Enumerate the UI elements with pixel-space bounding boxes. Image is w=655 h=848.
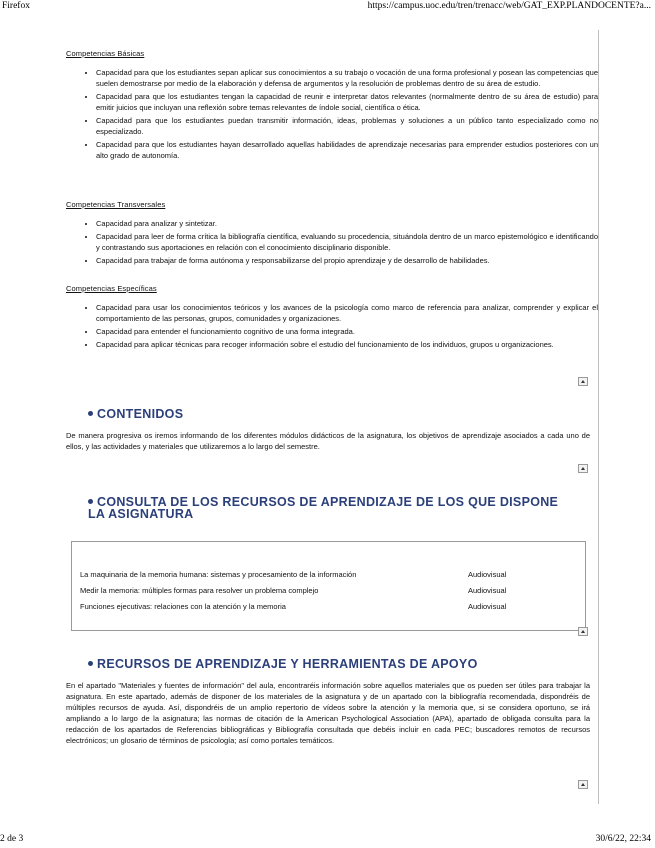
list-competencias-basicas xyxy=(86,67,598,163)
print-datetime: 30/6/22, 22:34 xyxy=(595,834,651,844)
section-bullet-icon xyxy=(88,499,93,504)
list-item: • Capacidad para que los estudiantes hayan desarrollado aquellas habilidades de aprendizaje necesarias para emprender estudios posteriores con un alto grado de autonomía. xyxy=(96,139,598,161)
resource-row[interactable] xyxy=(80,602,580,614)
back-to-top-icon[interactable] xyxy=(578,377,588,386)
back-to-top-icon[interactable] xyxy=(578,780,588,789)
heading-competencias-transversales: Competencias Transversales xyxy=(66,200,166,209)
heading-competencias-basicas: Competencias Básicas xyxy=(66,49,145,58)
resource-title[interactable]: Medir la memoria: múltiples formas para resolver un problema complejo xyxy=(80,586,319,595)
browser-name: Firefox xyxy=(2,1,30,11)
resource-type: Audiovisual xyxy=(468,586,507,595)
print-footer xyxy=(0,834,655,848)
list-competencias-transversales xyxy=(86,218,598,268)
section-title-text: CONTENIDOS xyxy=(97,407,184,421)
back-to-top-icon[interactable] xyxy=(578,627,588,636)
list-item: • Capacidad para entender el funcionamiento cognitivo de una forma integrada. xyxy=(96,326,598,337)
page-url: https://campus.uoc.edu/tren/trenacc/web/GAT_EXP.PLANDOCENTE?a... xyxy=(367,1,651,11)
list-item: • Capacidad para trabajar de forma autónoma y responsabilizarse del propio aprendizaje y de desarrollo de habilidades. xyxy=(96,255,598,266)
section-title-recursos xyxy=(88,658,578,670)
section-bullet-icon xyxy=(88,411,93,416)
document-content xyxy=(60,30,599,804)
section-bullet-icon xyxy=(88,661,93,666)
section-title-consulta xyxy=(88,496,578,520)
resource-title[interactable]: La maquinaria de la memoria humana: sistemas y procesamiento de la información xyxy=(80,570,357,579)
list-item: • Capacidad para usar los conocimientos teóricos y los avances de la psicología como marco de referencia para analizar, comprender y explicar el comportamiento de las personas, grupos, comunidades y organizaciones. xyxy=(96,302,598,324)
list-item: • Capacidad para que los estudiantes tengan la capacidad de reunir e interpretar datos relevantes (normalmente dentro de su área de estudio) para emitir juicios que incluyan una reflexión sobre temas relevantes de índole social, científica o ética. xyxy=(96,91,598,113)
resources-box xyxy=(71,541,586,631)
section-title-text: CONSULTA DE LOS RECURSOS DE APRENDIZAJE DE LOS QUE DISPONE LA ASIGNATURA xyxy=(88,495,559,521)
recursos-text: En el apartado "Materiales y fuentes de información" del aula, encontraréis información sobre aquellos materiales que os pueden ser útiles para trabajar la asignatura. En este apartado, además de disponer de los materiales de la asignatura y de un apartado con la bibliografía recomendada, dispondréis de múltiples recursos de ayuda. Así, dispondréis de un amplio repertorio de vídeos sobre la atención y la memoria que, si se considera oportuno, se irá ampliando a lo largo de la asignatura; las normas de citación de la American Psychological Association (APA), apartado de obligada consulta para la redacción de los apartados de Referencias bibliográficas y Bibliografía consultada que debéis incluir en cada PEC; buscadores remotos de recursos electrónicos; un glosario de términos de psicología; así como portales temáticos. xyxy=(66,681,590,745)
resource-title[interactable]: Funciones ejecutivas: relaciones con la atención y la memoria xyxy=(80,602,286,611)
list-item: • Capacidad para leer de forma crítica la bibliografía científica, evaluando su procedencia, situándola dentro de un marco epistemológico e identificando y contrastando sus aportaciones en relación con el conocimiento disciplinario disponible. xyxy=(96,231,598,253)
resource-row[interactable] xyxy=(80,586,580,598)
print-header xyxy=(0,0,655,14)
list-item: • Capacidad para que los estudiantes sepan aplicar sus conocimientos a su trabajo o vocación de una forma profesional y posean las competencias que suelen demostrarse por medio de la elaboración y defensa de argumentos y la resolución de problemas dentro de su área de estudio. xyxy=(96,67,598,89)
page-number: 2 de 3 xyxy=(0,834,24,844)
list-item: • Capacidad para analizar y sintetizar. xyxy=(96,218,598,229)
section-title-contenidos xyxy=(88,408,578,420)
resource-type: Audiovisual xyxy=(468,602,507,611)
heading-competencias-especificas: Competencias Específicas xyxy=(66,284,157,293)
back-to-top-icon[interactable] xyxy=(578,464,588,473)
list-item: • Capacidad para que los estudiantes puedan transmitir información, ideas, problemas y soluciones a un público tanto especializado como no especializado. xyxy=(96,115,598,137)
list-item: • Capacidad para aplicar técnicas para recoger información sobre el estudio del funcionamiento de los individuos, grupos u organizaciones. xyxy=(96,339,598,350)
resource-row[interactable] xyxy=(80,570,580,582)
list-competencias-especificas xyxy=(86,302,598,352)
resource-type: Audiovisual xyxy=(468,570,507,579)
contenidos-text: De manera progresiva os iremos informando de los diferentes módulos didácticos de la asignatura, los objetivos de aprendizaje asociados a cada uno de ellos, y las actividades y materiales que utilizaremos a lo largo del semestre. xyxy=(66,431,590,451)
section-title-text: RECURSOS DE APRENDIZAJE Y HERRAMIENTAS DE APOYO xyxy=(97,657,478,671)
